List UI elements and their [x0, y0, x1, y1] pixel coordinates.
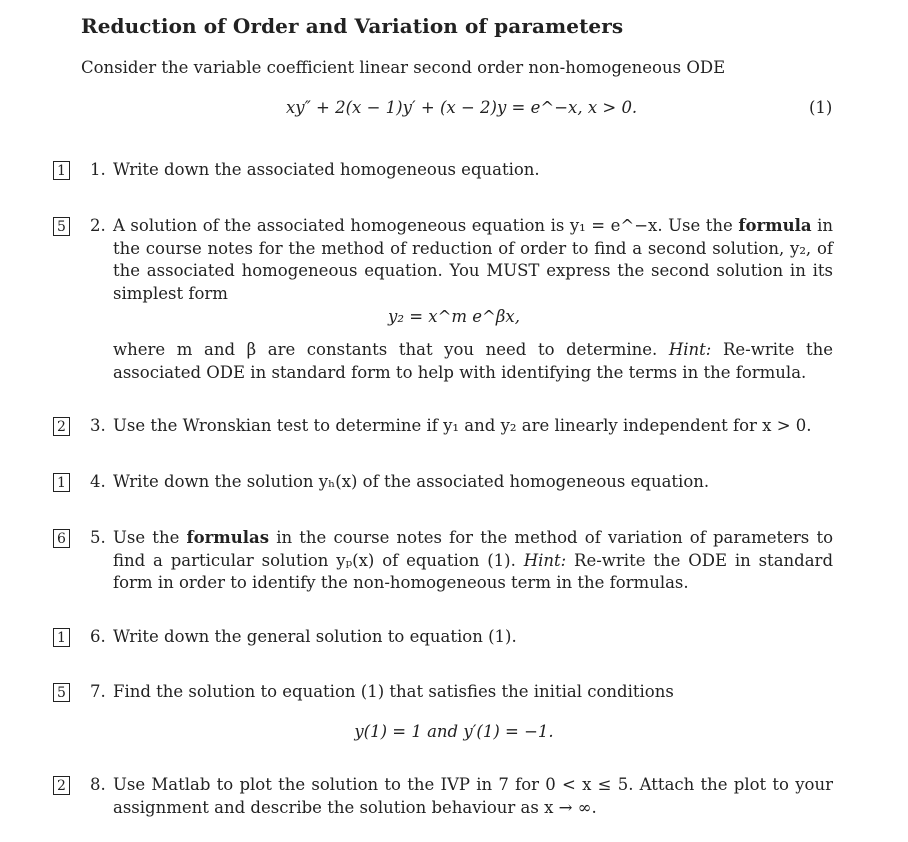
- question-number: 8.: [90, 775, 106, 794]
- marks-box: 1: [53, 628, 70, 647]
- marks-box: 6: [53, 529, 70, 548]
- question-number: 5.: [90, 528, 106, 547]
- question-text: Use the Wronskian test to determine if y₁ and y₂ are linearly independent for x > 0.: [113, 416, 812, 435]
- marks-box: 2: [53, 776, 70, 795]
- main-equation-body: xy″ + 2(x − 1)y′ + (x − 2)y = e^−x, x > 0.: [286, 98, 638, 117]
- question-text: [113, 215, 833, 305]
- question-number: 6.: [90, 627, 106, 646]
- marks-box: 1: [53, 473, 70, 492]
- question-number: 7.: [90, 682, 106, 701]
- question-number: 3.: [90, 416, 106, 435]
- hint-text: Re-write the ODE in standard form in order to identify the non-homogeneous term in the formulas.: [113, 550, 834, 592]
- main-equation-number: (1): [809, 98, 833, 117]
- display-equation: y₂ = x^m e^βx,: [388, 307, 520, 326]
- question-text: [113, 339, 833, 384]
- question-text-part: A solution of the associated homogeneous equation is y₁ = e^−x. Use the: [113, 216, 733, 235]
- question-text-part: in the course notes for the method of reduction of order to find a second solution, y₂, of the associated homogeneous equation. You MUST express the second solution in its simplest form: [113, 216, 833, 303]
- hint-label: Hint:: [668, 340, 712, 359]
- question-text: [113, 527, 833, 595]
- question-text: Write down the solution yₕ(x) of the associated homogeneous equation.: [113, 472, 710, 491]
- marks-box: 1: [53, 161, 70, 180]
- question-number: 4.: [90, 472, 106, 491]
- question-text: Write down the general solution to equation (1).: [113, 627, 517, 646]
- question-number: 1.: [90, 160, 106, 179]
- question-7-display-equation: [0, 722, 908, 741]
- hint-text: Re-write the associated ODE in standard form to help with identifying the terms in the formula.: [113, 340, 833, 382]
- display-equation: y(1) = 1 and y′(1) = −1.: [354, 722, 554, 741]
- question-text-part: where m and β are constants that you need to determine.: [113, 340, 658, 359]
- emphasis-text: formulas: [186, 528, 270, 547]
- question-text: Find the solution to equation (1) that satisfies the initial conditions: [113, 682, 674, 701]
- question-number: 2.: [90, 216, 106, 235]
- question-2-display-equation: [0, 307, 908, 326]
- question-text-part: Use the: [113, 528, 180, 547]
- question-text: Write down the associated homogeneous equation.: [113, 160, 540, 179]
- intro-text: Consider the variable coefficient linear second order non-homogeneous ODE: [81, 58, 726, 77]
- hint-label: Hint:: [523, 550, 567, 570]
- emphasis-text: formula: [738, 216, 812, 235]
- page-title: Reduction of Order and Variation of parameters: [81, 14, 624, 38]
- question-text: Use Matlab to plot the solution to the IVP in 7 for 0 < x ≤ 5. Attach the plot to your assignment and describe the solution behaviour as x → ∞.: [113, 775, 833, 817]
- marks-box: 2: [53, 417, 70, 436]
- marks-box: 5: [53, 683, 70, 702]
- marks-box: 5: [53, 217, 70, 236]
- question-text-part: in the course notes for the method of variation of parameters to find a particular solution yₚ(x) of equation (1).: [113, 528, 834, 570]
